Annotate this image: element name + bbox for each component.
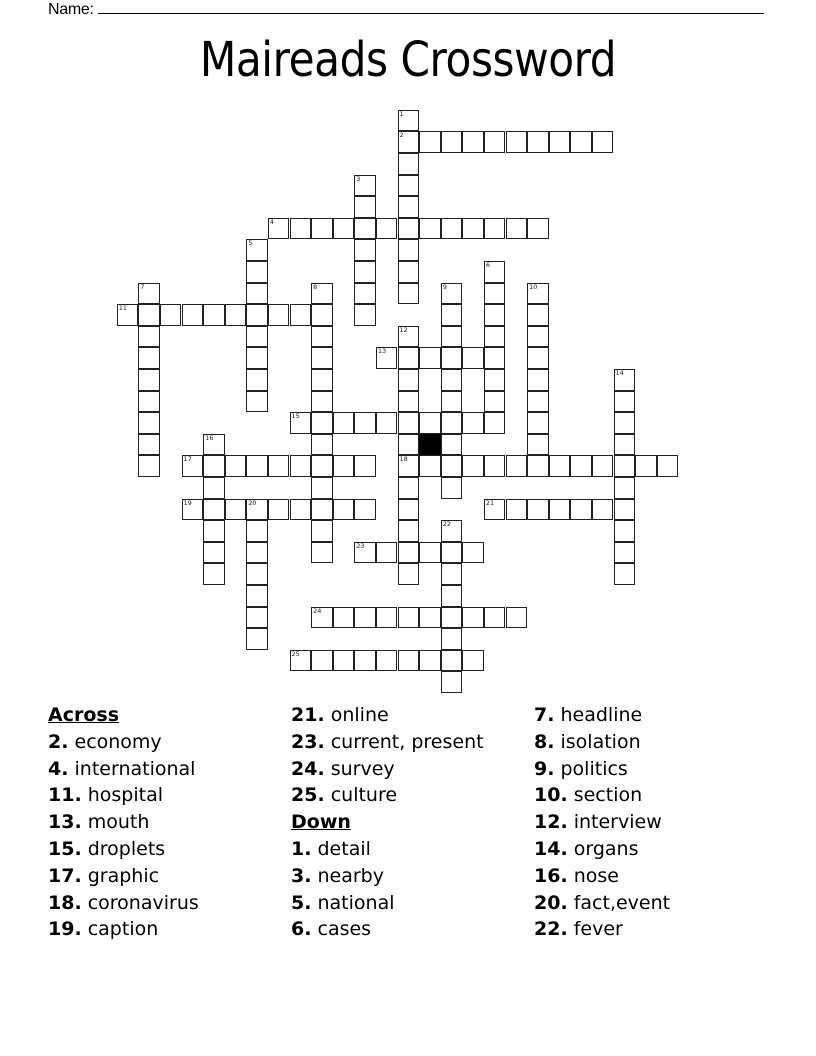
page-title: Maireads Crossword: [199, 32, 617, 88]
grid-cell[interactable]: [246, 369, 268, 391]
grid-cell[interactable]: [354, 261, 376, 283]
clue-number: 1: [399, 109, 404, 118]
clue-across-18: 18. coronavirus: [48, 891, 199, 914]
clue-number: 2: [399, 131, 404, 140]
grid-cell[interactable]: [290, 412, 312, 434]
grid-cell[interactable]: [484, 347, 506, 369]
grid-cell[interactable]: [203, 499, 225, 521]
clue-number: 21: [485, 498, 495, 507]
grid-cell[interactable]: [246, 347, 268, 369]
grid-cell[interactable]: [398, 239, 420, 261]
grid-cell[interactable]: [246, 607, 268, 629]
grid-cell[interactable]: [354, 650, 376, 672]
grid-cell[interactable]: [614, 542, 636, 564]
grid-cell[interactable]: [549, 499, 571, 521]
grid-cell[interactable]: [182, 499, 204, 521]
grid-cell[interactable]: [398, 283, 420, 305]
clue-number: 22: [442, 520, 451, 529]
grid-cell[interactable]: [203, 520, 225, 542]
grid-cell[interactable]: [138, 434, 160, 456]
clue-down-3: 3. nearby: [291, 864, 384, 887]
grid-cell[interactable]: [333, 218, 355, 240]
grid-cell[interactable]: [419, 455, 441, 477]
across-header: Across: [48, 704, 120, 726]
clue-down-7: 7. headline: [534, 704, 643, 726]
grid-cell[interactable]: [614, 477, 636, 499]
grid-cell[interactable]: [398, 499, 420, 521]
grid-cell[interactable]: [354, 175, 376, 197]
grid-cell[interactable]: [225, 304, 247, 326]
grid-cell[interactable]: [182, 455, 204, 477]
grid-cell[interactable]: [290, 218, 312, 240]
grid-cell[interactable]: [419, 607, 441, 629]
grid-cell[interactable]: [398, 412, 420, 434]
clue-column-1: [48, 702, 199, 943]
grid-cell[interactable]: [441, 369, 463, 391]
grid-cell[interactable]: [441, 283, 463, 305]
clue-number: 16: [205, 433, 214, 442]
grid-cell[interactable]: [246, 304, 268, 326]
grid-cell[interactable]: [398, 391, 420, 413]
grid-cell[interactable]: [527, 412, 549, 434]
grid-cell[interactable]: [570, 499, 592, 521]
grid-cell[interactable]: [441, 520, 463, 542]
grid-cell[interactable]: [441, 650, 463, 672]
grid-cell[interactable]: [398, 520, 420, 542]
grid-cell[interactable]: [549, 455, 571, 477]
grid-cell[interactable]: [376, 218, 398, 240]
grid-cell[interactable]: [419, 542, 441, 564]
grid-cell[interactable]: [246, 239, 268, 261]
grid-cell[interactable]: [441, 628, 463, 650]
grid-cell[interactable]: [354, 283, 376, 305]
grid-cell[interactable]: [614, 520, 636, 542]
grid-cell[interactable]: [398, 218, 420, 240]
grid-cell[interactable]: [614, 369, 636, 391]
grid-cell[interactable]: [311, 607, 333, 629]
grid-cell[interactable]: [441, 671, 463, 693]
grid-cell[interactable]: [333, 607, 355, 629]
clue-number: 6: [485, 261, 491, 269]
grid-cell[interactable]: [462, 218, 484, 240]
grid-cell[interactable]: [527, 369, 549, 391]
clue-number: 8: [313, 282, 318, 291]
grid-cell[interactable]: [484, 218, 506, 240]
grid-cell[interactable]: [182, 304, 204, 326]
grid-cell[interactable]: [246, 585, 268, 607]
grid-cell[interactable]: [398, 153, 420, 175]
grid-cell[interactable]: [138, 326, 160, 348]
grid-cell[interactable]: [138, 391, 160, 413]
grid-cell[interactable]: [333, 650, 355, 672]
grid-cell[interactable]: [333, 412, 355, 434]
grid-cell[interactable]: [419, 218, 441, 240]
clue-across-21: 21. online: [291, 704, 389, 726]
grid-cell[interactable]: [398, 477, 420, 499]
grid-cell[interactable]: [398, 542, 420, 564]
black-cell: [419, 434, 441, 456]
clue-across-2: 2. economy: [48, 730, 162, 753]
grid-cell[interactable]: [657, 455, 679, 477]
clue-number: 20: [248, 498, 257, 507]
grid-cell[interactable]: [484, 326, 506, 348]
clue-number: 15: [291, 412, 300, 421]
grid-cell[interactable]: [311, 391, 333, 413]
grid-cell[interactable]: [268, 455, 290, 477]
grid-cell[interactable]: [203, 434, 225, 456]
grid-cell[interactable]: [246, 455, 268, 477]
clue-down-14: 14. organs: [534, 837, 639, 860]
grid-cell[interactable]: [484, 131, 506, 153]
clue-down-6: 6. cases: [291, 918, 372, 941]
grid-cell[interactable]: [203, 455, 225, 477]
clue-down-8: 8. isolation: [534, 730, 641, 753]
grid-cell[interactable]: [527, 131, 549, 153]
clue-number: 19: [183, 498, 192, 507]
grid-cell[interactable]: [592, 499, 614, 521]
grid-cell[interactable]: [527, 218, 549, 240]
clue-number: 10: [529, 282, 538, 291]
grid-cell[interactable]: [527, 304, 549, 326]
grid-cell[interactable]: [441, 542, 463, 564]
grid-cell[interactable]: [441, 347, 463, 369]
grid-cell[interactable]: [311, 369, 333, 391]
grid-cell[interactable]: [441, 455, 463, 477]
clue-across-17: 17. graphic: [48, 864, 160, 887]
grid-cell[interactable]: [160, 304, 182, 326]
grid-cell[interactable]: [311, 520, 333, 542]
grid-cell[interactable]: [441, 563, 463, 585]
grid-cell[interactable]: [592, 131, 614, 153]
grid-cell[interactable]: [246, 520, 268, 542]
grid-cell[interactable]: [398, 175, 420, 197]
grid-cell[interactable]: [484, 261, 506, 283]
grid-cell[interactable]: [592, 455, 614, 477]
grid-cell[interactable]: [138, 304, 160, 326]
grid-cell[interactable]: [311, 650, 333, 672]
grid-cell[interactable]: [462, 607, 484, 629]
clue-column-3: [534, 702, 670, 943]
clue-down-22: 22. fever: [534, 918, 623, 941]
grid-cell[interactable]: [354, 542, 376, 564]
grid-cell[interactable]: [398, 196, 420, 218]
clue-down-20: 20. fact,event: [534, 891, 671, 914]
grid-cell[interactable]: [549, 131, 571, 153]
clue-number: 4: [269, 217, 275, 226]
grid-cell[interactable]: [419, 347, 441, 369]
clue-column-2: [291, 702, 484, 943]
clue-number: 5: [248, 239, 253, 248]
grid-cell[interactable]: [268, 499, 290, 521]
grid-cell[interactable]: [484, 607, 506, 629]
clue-number: 14: [615, 369, 624, 377]
grid-cell[interactable]: [635, 455, 657, 477]
clue-down-1: 1. detail: [291, 837, 371, 860]
grid-cell[interactable]: [311, 434, 333, 456]
clue-number: 18: [399, 455, 408, 464]
grid-cell[interactable]: [225, 499, 247, 521]
grid-cell[interactable]: [138, 369, 160, 391]
grid-cell[interactable]: [225, 455, 247, 477]
grid-cell[interactable]: [614, 434, 636, 456]
grid-cell[interactable]: [506, 131, 528, 153]
clue-number: 24: [313, 606, 322, 615]
down-header: Down: [291, 811, 351, 834]
grid-cell[interactable]: [354, 304, 376, 326]
grid-cell[interactable]: [614, 455, 636, 477]
grid-cell[interactable]: [570, 131, 592, 153]
grid-cell[interactable]: [462, 542, 484, 564]
grid-cell[interactable]: [527, 391, 549, 413]
grid-cell[interactable]: [376, 412, 398, 434]
grid-cell[interactable]: [484, 369, 506, 391]
grid-cell[interactable]: [506, 499, 528, 521]
grid-cell[interactable]: [398, 455, 420, 477]
grid-cell[interactable]: [398, 369, 420, 391]
grid-cell[interactable]: [398, 110, 420, 132]
grid-cell[interactable]: [484, 391, 506, 413]
clue-number: 11: [118, 304, 127, 313]
clue-across-25: 25. culture: [291, 784, 398, 807]
grid-cell[interactable]: [462, 131, 484, 153]
grid-cell[interactable]: [376, 650, 398, 672]
grid-cell[interactable]: [376, 542, 398, 564]
grid-cell[interactable]: [441, 131, 463, 153]
grid-cell[interactable]: [419, 650, 441, 672]
clue-number: 7: [140, 282, 145, 291]
grid-cell[interactable]: [290, 304, 312, 326]
grid-cell[interactable]: [398, 650, 420, 672]
grid-cell[interactable]: [484, 499, 506, 521]
grid-cell[interactable]: [311, 347, 333, 369]
grid-cell[interactable]: [398, 131, 420, 153]
grid-cell[interactable]: [462, 455, 484, 477]
grid-cell[interactable]: [441, 304, 463, 326]
clue-number: 12: [399, 325, 408, 334]
grid-cell[interactable]: [246, 391, 268, 413]
clue-across-24: 24. survey: [291, 757, 395, 780]
grid-cell[interactable]: [311, 455, 333, 477]
grid-cell[interactable]: [441, 434, 463, 456]
grid-cell[interactable]: [527, 434, 549, 456]
grid-cell[interactable]: [290, 650, 312, 672]
grid-cell[interactable]: [246, 499, 268, 521]
clue-down-5: 5. national: [291, 891, 395, 914]
grid-cell[interactable]: [506, 455, 528, 477]
clue-down-16: 16. nose: [534, 864, 619, 887]
grid-cell[interactable]: [484, 304, 506, 326]
grid-cell[interactable]: [354, 412, 376, 434]
grid-cell[interactable]: [527, 499, 549, 521]
grid-cell[interactable]: [441, 326, 463, 348]
clue-across-4: 4. international: [48, 757, 196, 780]
clue-down-12: 12. interview: [534, 811, 662, 834]
grid-cell[interactable]: [138, 412, 160, 434]
grid-cell[interactable]: [354, 239, 376, 261]
clue-number: 17: [183, 455, 192, 464]
grid-cell[interactable]: [398, 563, 420, 585]
grid-cell[interactable]: [203, 477, 225, 499]
grid-cell[interactable]: [398, 607, 420, 629]
clue-across-13: 13. mouth: [48, 811, 150, 834]
grid-cell[interactable]: [203, 304, 225, 326]
grid-cell[interactable]: [246, 326, 268, 348]
grid-cell[interactable]: [614, 412, 636, 434]
clue-number: 23: [356, 541, 365, 550]
grid-cell[interactable]: [527, 326, 549, 348]
grid-cell[interactable]: [246, 261, 268, 283]
grid-cell[interactable]: [333, 499, 355, 521]
clue-across-15: 15. droplets: [48, 837, 166, 860]
grid-cell[interactable]: [311, 499, 333, 521]
grid-cell[interactable]: [311, 304, 333, 326]
grid-cell[interactable]: [203, 563, 225, 585]
clue-number: 3: [356, 174, 361, 183]
clue-number: 9: [442, 282, 447, 291]
grid-cell[interactable]: [268, 304, 290, 326]
grid-cell[interactable]: [398, 347, 420, 369]
grid-cell[interactable]: [419, 412, 441, 434]
clue-down-9: 9. politics: [534, 757, 628, 780]
grid-cell[interactable]: [484, 412, 506, 434]
grid-cell[interactable]: [398, 434, 420, 456]
grid-cell[interactable]: [462, 347, 484, 369]
grid-cell[interactable]: [398, 326, 420, 348]
grid-cell[interactable]: [354, 499, 376, 521]
grid-cell[interactable]: [614, 563, 636, 585]
grid-cell[interactable]: [570, 455, 592, 477]
grid-cell[interactable]: [419, 131, 441, 153]
grid-cell[interactable]: [484, 283, 506, 305]
grid-cell[interactable]: [462, 412, 484, 434]
name-label: Name:: [48, 1, 94, 18]
grid-cell[interactable]: [354, 196, 376, 218]
grid-cell[interactable]: [398, 261, 420, 283]
grid-cell[interactable]: [527, 283, 549, 305]
clue-across-23: 23. current, present: [291, 730, 484, 753]
grid-cell[interactable]: [311, 477, 333, 499]
grid-cell[interactable]: [441, 412, 463, 434]
grid-cell[interactable]: [246, 563, 268, 585]
grid-cell[interactable]: [138, 347, 160, 369]
grid-cell[interactable]: [527, 347, 549, 369]
grid-cell[interactable]: [441, 391, 463, 413]
grid-cell[interactable]: [441, 477, 463, 499]
grid-cell[interactable]: [441, 585, 463, 607]
clue-down-10: 10. section: [534, 784, 643, 807]
clue-across-11: 11. hospital: [48, 784, 163, 807]
grid-cell[interactable]: [441, 218, 463, 240]
grid-cell[interactable]: [268, 218, 290, 240]
grid-cell[interactable]: [246, 628, 268, 650]
grid-cell[interactable]: [290, 455, 312, 477]
grid-cell[interactable]: [376, 607, 398, 629]
grid-cell[interactable]: [484, 455, 506, 477]
grid-cell[interactable]: [290, 499, 312, 521]
grid-cell[interactable]: [246, 283, 268, 305]
grid-cell[interactable]: [614, 499, 636, 521]
grid-cell[interactable]: [354, 455, 376, 477]
grid-cell[interactable]: [138, 455, 160, 477]
grid-cell[interactable]: [614, 391, 636, 413]
grid-cell[interactable]: [311, 283, 333, 305]
grid-cell[interactable]: [527, 455, 549, 477]
grid-cell[interactable]: [311, 218, 333, 240]
grid-cell[interactable]: [203, 542, 225, 564]
grid-cell[interactable]: [354, 607, 376, 629]
grid-cell[interactable]: [138, 283, 160, 305]
clue-across-19: 19. caption: [48, 918, 159, 941]
grid-cell[interactable]: [462, 650, 484, 672]
grid-cell[interactable]: [246, 542, 268, 564]
grid-cell[interactable]: [506, 607, 528, 629]
grid-cell[interactable]: [506, 218, 528, 240]
grid-cell[interactable]: [333, 455, 355, 477]
grid-cell[interactable]: [311, 412, 333, 434]
grid-cell[interactable]: [311, 326, 333, 348]
grid-cell[interactable]: [117, 304, 139, 326]
grid-cell[interactable]: [311, 542, 333, 564]
grid-cell[interactable]: [441, 607, 463, 629]
clue-number: 25: [291, 649, 300, 658]
grid-cell[interactable]: [376, 347, 398, 369]
grid-cell[interactable]: [354, 218, 376, 240]
clue-number: 13: [377, 347, 387, 356]
